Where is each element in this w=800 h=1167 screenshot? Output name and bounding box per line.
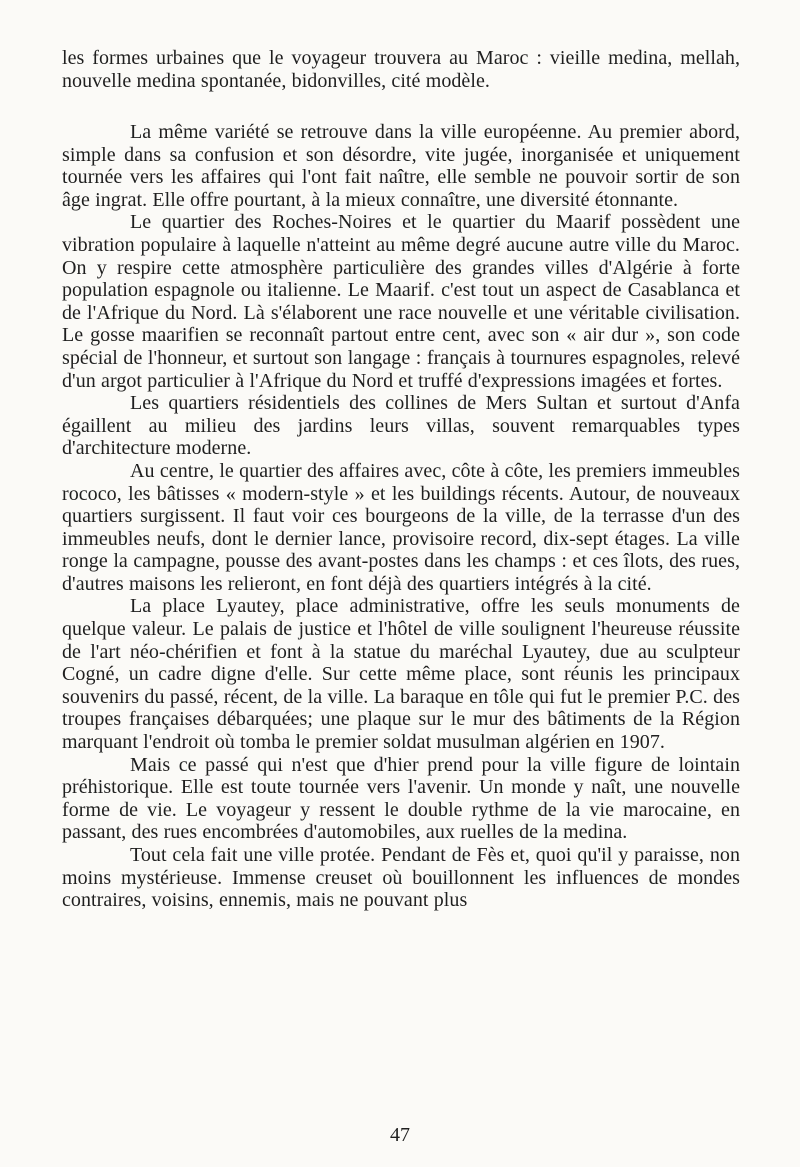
- paragraph-residential-quarters: Les quartiers résidentiels des collines de Mers Sultan et surtout d'Anfa égaillent au milieu des jardins leurs villas, souvent remarquables types d'architecture moderne.: [62, 392, 740, 460]
- paragraph-business-center: Au centre, le quartier des affaires avec, côte à côte, les premiers immeubles rococo, les bâtisses « modern-style » et les buildings récents. Autour, de nouveaux quartiers surgissent. Il faut voir ces bourgeons de la ville, de la terrasse d'un des immeubles neufs, dont le dernier lance, provisoire record, dix-sept étages. La ville ronge la campagne, pousse des avant-postes dans les champs : et ces îlots, des rues, d'autres maisons les relieront, en font déjà des quartiers intégrés à la cité.: [62, 459, 740, 595]
- page-number: 47: [390, 1124, 410, 1146]
- paragraph-place-lyautey: La place Lyautey, place administrative, offre les seuls monuments de quelque valeur. Le palais de justice et l'hôtel de ville soulignent l'heureuse réussite de l'art néo-chérifien et font à la statue du maréchal Lyautey, due au sculpteur Cogné, un cadre digne d'elle. Sur cette même place, sont réunis les principaux souvenirs du passé, récent, de la ville. La baraque en tôle qui fut le premier P.C. des troupes françaises débarquées; une plaque sur le mur des bâtiments de la Région marquant l'endroit où tomba le premier soldat musulman algérien en 1907.: [62, 595, 740, 754]
- paragraph-protean-city: Tout cela fait une ville protée. Pendant de Fès et, quoi qu'il y paraisse, non moins mystérieuse. Immense creuset où bouillonnent les influences de mondes contraires, voisins, ennemis, mais ne pouvant plus: [62, 844, 740, 912]
- paragraph-roches-noires-maarif: Le quartier des Roches-Noires et le quartier du Maarif possèdent une vibration populaire à laquelle n'atteint au même degré aucune autre ville du Maroc. On y respire cette atmosphère particulière des grandes villes d'Algérie à forte population espagnole ou italienne. Le Maarif. c'est tout un aspect de Casablanca et de l'Afrique du Nord. Là s'élaborent une race nouvelle et une véritable civilisation. Le gosse maarifien se reconnaît partout entre cent, avec son « air dur », son code spécial de l'honneur, et surtout son langage : français à tournures espagnoles, relevé d'un argot particulier à l'Afrique du Nord et truffé d'expressions imagées et fortes.: [62, 211, 740, 392]
- opening-text-block: [62, 47, 740, 92]
- paragraph-continuation: les formes urbaines que le voyageur trouvera au Maroc : vieille medina, mellah, nouvelle medina spontanée, bidonvilles, cité modèle.: [62, 47, 740, 92]
- paragraph-future-city: Mais ce passé qui n'est que d'hier prend pour la ville figure de lointain préhistorique. Elle est toute tournée vers l'avenir. Un monde y naît, une nouvelle forme de vie. Le voyageur y ressent le double rythme de la vie marocaine, en passant, des rues encombrées d'automobiles, aux ruelles de la medina.: [62, 753, 740, 844]
- main-text-block: [62, 121, 740, 912]
- paragraph-european-city: La même variété se retrouve dans la ville européenne. Au premier abord, simple dans sa confusion et son désordre, vite jugée, inorganisée et uniquement tournée vers les affaires qui l'ont fait naître, elle semble ne pouvoir sortir de son âge ingrat. Elle offre pourtant, à la mieux connaître, une diversité étonnante.: [62, 121, 740, 211]
